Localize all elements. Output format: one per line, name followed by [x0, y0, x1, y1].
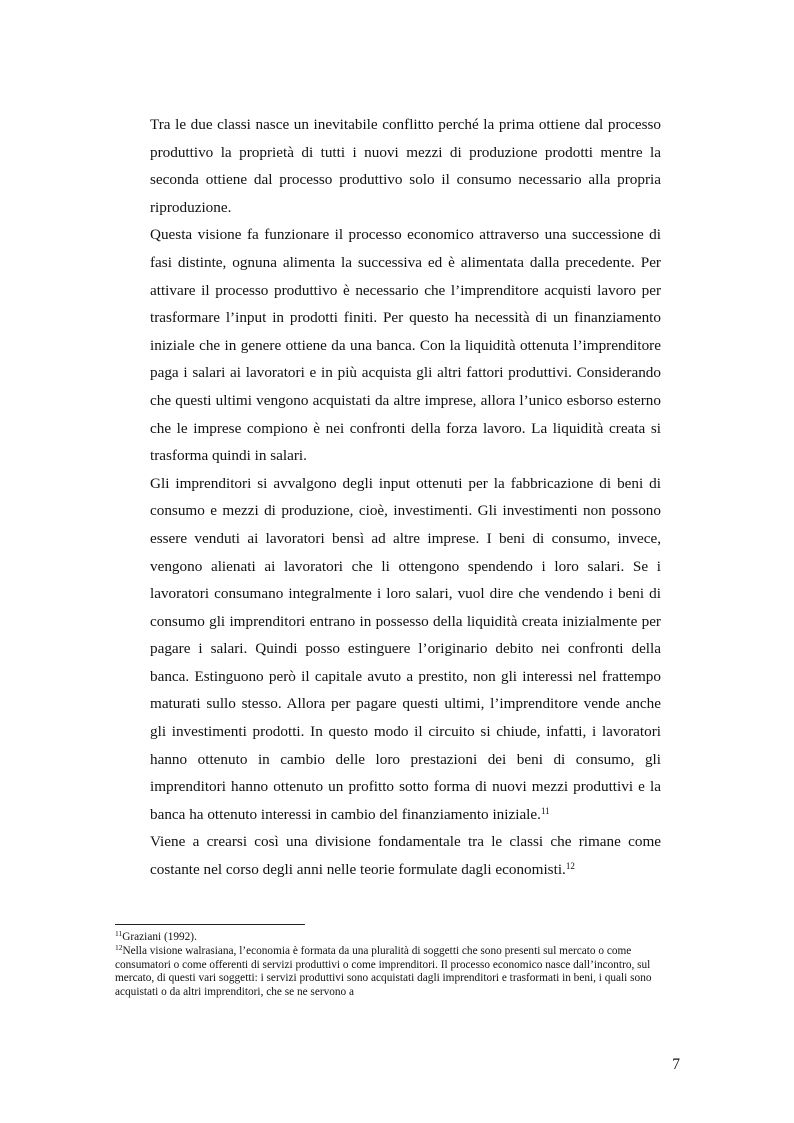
paragraph-text: Questa visione fa funzionare il processo economico attraverso una successione di fasi distinte, ognuna alimenta la successiva ed è alimentata dalla precedente. Per attivare il processo produttivo è necessario che l’imprenditore acquisti lavoro per trasformare l’input in prodotti finiti. Per questo ha necessità di un finanziamento iniziale che in genere ottiene da una banca. Con la liquidità ottenuta l’imprenditore paga i salari ai lavoratori e in più acquista gli altri fattori produttivi. Considerando che questi ultimi vengono acquistati da altre imprese, allora l’unico esborso esterno che le imprese compiono è nei confronti della forza lavoro. La liquidità creata si trasforma quindi in salari.: [150, 226, 661, 465]
footnote-ref[interactable]: 11: [540, 805, 550, 816]
paragraph-text: Gli imprenditori si avvalgono degli input ottenuti per la fabbricazione di beni di consumo e mezzi di produzione, cioè, investimenti. Gli investimenti non possono essere venduti ai lavoratori bensì ad altre imprese. I beni di consumo, invece, vengono alienati ai lavoratori che li ottengono spendendo i loro salari. Se i lavoratori consumano integralmente i loro salari, vuol dire che vendendo i beni di consumo gli imprenditori entrano in possesso della liquidità creata inizialmente per pagare i salari. Quindi posso estinguere l’originario debito nei confronti della banca. Estinguono però il capitale avuto a prestito, non gli interessi nel frattempo maturati sullo stesso. Allora per pagare questi ultimi, l’imprenditore vende anche gli investimenti prodotti. In questo modo il circuito si chiude, infatti, i lavoratori hanno ottenuto in cambio delle loro prestazioni dei beni di consumo, gli imprenditori hanno ottenuto un profitto sotto forma di nuovi mezzi produttivi e la banca ha ottenuto interessi in cambio del finanziamento iniziale.: [150, 474, 661, 823]
paragraph-text: Tra le due classi nasce un inevitabile conflitto perché la prima ottiene dal processo produttivo la proprietà di tutti i nuovi mezzi di produzione prodotti mentre la seconda ottiene dal processo produttivo solo il consumo necessario alla propria riproduzione.: [150, 116, 661, 216]
paragraph: [150, 470, 661, 829]
paragraph: [150, 111, 661, 221]
paragraph-text: Viene a crearsi così una divisione fondamentale tra le classi che rimane come costante nel corso degli anni nelle teorie formulate dagli economisti.: [150, 833, 661, 879]
footnote: [115, 942, 663, 1000]
paragraph: [150, 221, 661, 469]
page-number: 7: [672, 1056, 680, 1073]
footnotes: [115, 931, 663, 1000]
footnote-number: 11: [115, 929, 123, 938]
footnote-text: Nella visione walrasiana, l’economia è formata da una pluralità di soggetti che sono presenti sul mercato o come consumatori o come offerenti di servizi produttivi o come imprenditori. Il processo economico nasce dall’incontro, sul mercato, di questi vari soggetti: i servizi produttivi sono acquistati dagli imprenditori e trasformati in beni, i quali sono acquistati o da altri imprenditori, che se ne servono a: [115, 944, 652, 999]
footnote-text: Graziani (1992).: [122, 931, 197, 943]
paragraph: [150, 828, 661, 883]
footnote-ref[interactable]: 12: [565, 861, 575, 872]
footnote: [115, 931, 663, 945]
body-text: [150, 111, 661, 884]
footnote-divider: [115, 924, 305, 925]
footnote-number: 12: [115, 942, 123, 952]
